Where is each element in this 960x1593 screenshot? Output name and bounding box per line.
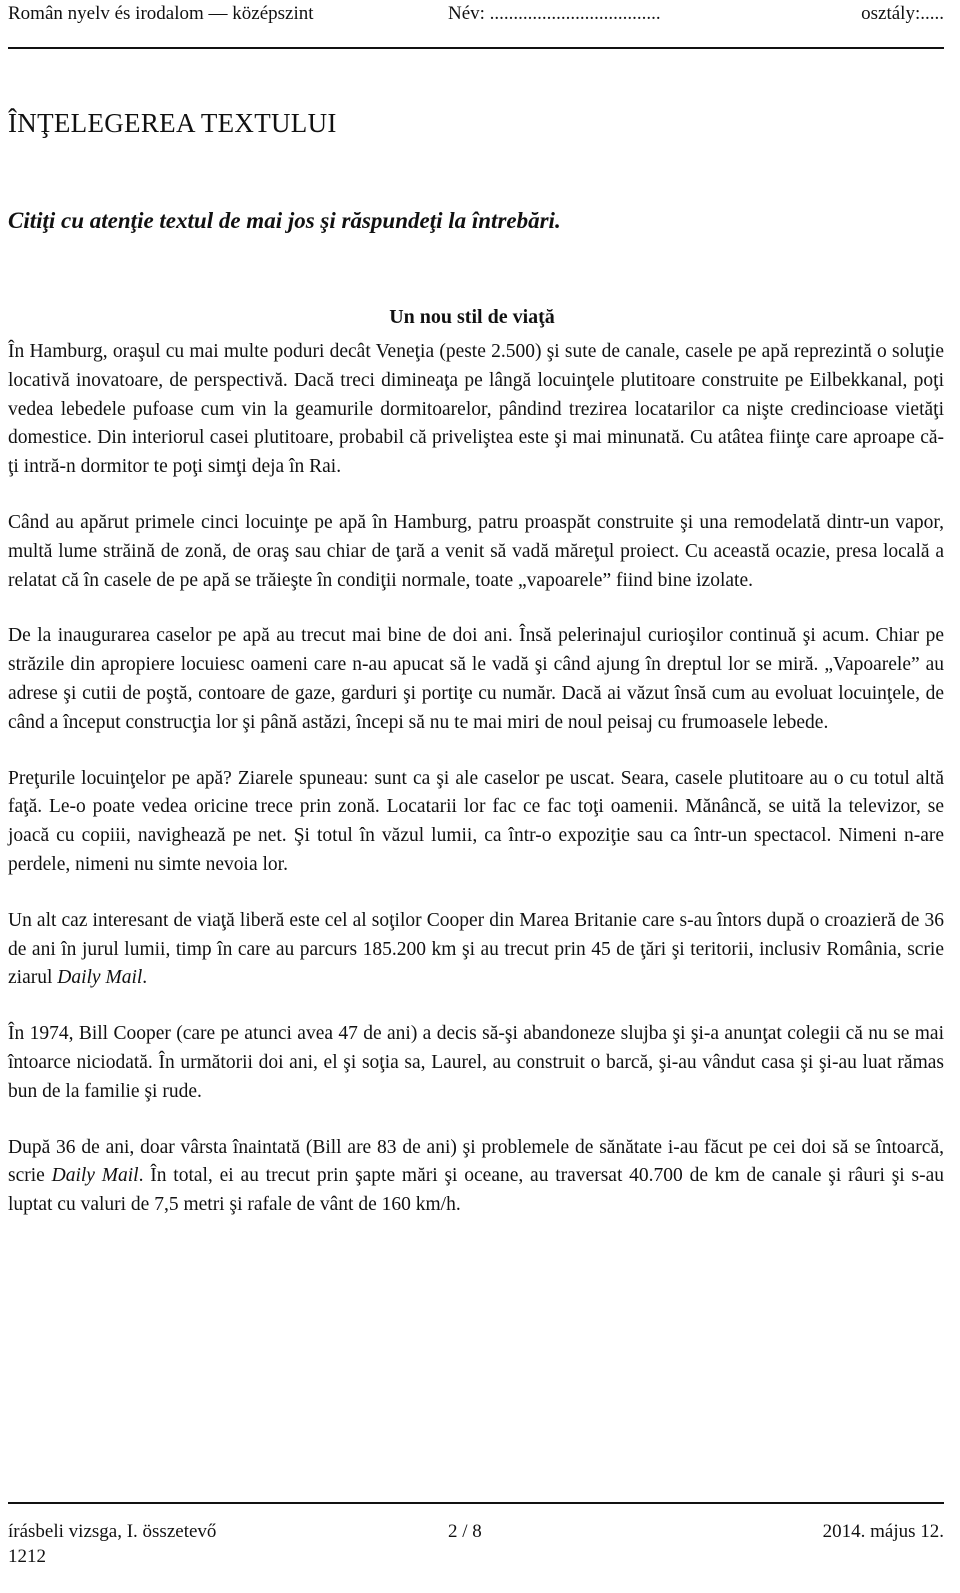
paragraph xyxy=(8,907,944,993)
header-subject: Român nyelv és irodalom — középszint xyxy=(8,3,314,24)
paragraph: De la inaugurarea caselor pe apă au trecut mai bine de doi ani. Însă pelerinajul curioşilor continuă şi acum. Chiar pe străzile din apropiere locuiesc oameni care n-au apucat să le vadă şi când ajung în dreptul lor se miră. „Vapoarele” au adrese şi cutii de poştă, contoare de gaze, garduri şi portiţe cu număr. Dacă ai văzut însă cum au evoluat locuinţele, de când a început construcţia lor şi până astăzi, începi să nu te mai miri de noul peisaj cu frumoasele lebede. xyxy=(8,625,944,733)
paragraph-end: . xyxy=(142,967,148,989)
source-name: Daily Mail xyxy=(51,1165,139,1187)
header-class-field: osztály:..... xyxy=(861,3,944,24)
page-header xyxy=(8,0,944,30)
header-name-field: Név: .................................... xyxy=(448,3,661,24)
footer-date: 2014. május 12. xyxy=(822,1521,944,1542)
paragraph-text: După 36 de ani, doar vârsta înaintată (Bill are 83 de ani) şi problemele de sănătate i-au făcut pe cei doi să se întoarcă, scrie xyxy=(8,1136,944,1187)
paragraph: Preţurile locuinţelor pe apă? Ziarele spuneau: sunt ca şi ale caselor pe uscat. Seara, casele plutitoare au o cu totul altă faţă. Le-o poate vedea oricine trece prin zonă. Locatarii lor fac ce fac toţi oamenii. Mănâncă, se uită la televizor, se joacă cu copiii, navighează pe net. Şi totul în văzul lumii, ca într-o expoziţie sau ca într-un spectacol. Nimeni n-are perdele, nimeni nu simte nevoia lor. xyxy=(8,767,944,875)
paragraph xyxy=(8,1134,944,1220)
text-body xyxy=(8,336,944,1247)
section-title: ÎNŢELEGEREA TEXTULUI xyxy=(8,108,337,138)
footer-exam: írásbeli vizsga, I. összetevő xyxy=(8,1521,217,1542)
paragraph: În Hamburg, oraşul cu mai multe poduri decât Veneţia (peste 2.500) şi sute de canale, casele pe apă reprezintă o soluţie locativă inovatoare, de perspectivă. Dacă treci dimineaţa pe lângă locuinţele plutitoare construite pe Eilbekkanal, poţi vedea lebedele pufoase cum vin la geamurile dormitoarelor, pândind trezirea locatarilor ca nişte credincioase vietăţi domestice. Din interiorul casei plutitoare, probabil că priveliştea este şi mai minunată. Cu atâtea fiinţe care aproape că-ţi intră-n dormitor te poţi simţi deja în Rai. xyxy=(8,341,944,478)
footer-rule xyxy=(8,1502,944,1504)
text-title: Un nou stil de viaţă xyxy=(389,306,555,328)
page-number: 2 / 8 xyxy=(448,1521,482,1542)
footer-code: 1212 xyxy=(8,1546,46,1567)
paragraph-end: . În total, ei au trecut prin şapte mări şi oceane, au traversat 40.700 de km de canale şi râuri şi s-au luptat cu valuri de 7,5 metri şi rafale de vânt de 160 km/h. xyxy=(8,1165,944,1216)
paragraph-text: Un alt caz interesant de viaţă liberă este cel al soţilor Cooper din Marea Britanie care s-au întors după o croazieră de 36 de ani în jurul lumii, timp în care au parcurs 185.200 km şi au trecut prin 45 de ţări şi teritorii, inclusiv România, scrie ziarul xyxy=(8,909,944,989)
instruction: Citiţi cu atenţie textul de mai jos şi răspundeţi la întrebări. xyxy=(8,208,561,233)
paragraph: Când au apărut primele cinci locuinţe pe apă în Hamburg, patru proaspăt construite şi una remodelată dintr-un vapor, multă lume străină de zonă, de oraş sau chiar de ţară a venit să vadă măreţul proiect. Cu această ocazie, presa locală a relatat că în casele de pe apă se trăieşte în condiţii normale, toate „vapoarele” fiind bine izolate. xyxy=(8,511,944,591)
header-rule xyxy=(8,47,944,49)
paragraph: În 1974, Bill Cooper (care pe atunci avea 47 de ani) a decis să-şi abandoneze slujba şi şi-a anunţat colegii că nu se mai întoarce niciodată. În următorii doi ani, el şi soţia sa, Laurel, au construit o barcă, şi-au vândut casa şi şi-au luat rămas bun de la familie şi rude. xyxy=(8,1023,944,1102)
source-name: Daily Mail xyxy=(57,967,143,989)
